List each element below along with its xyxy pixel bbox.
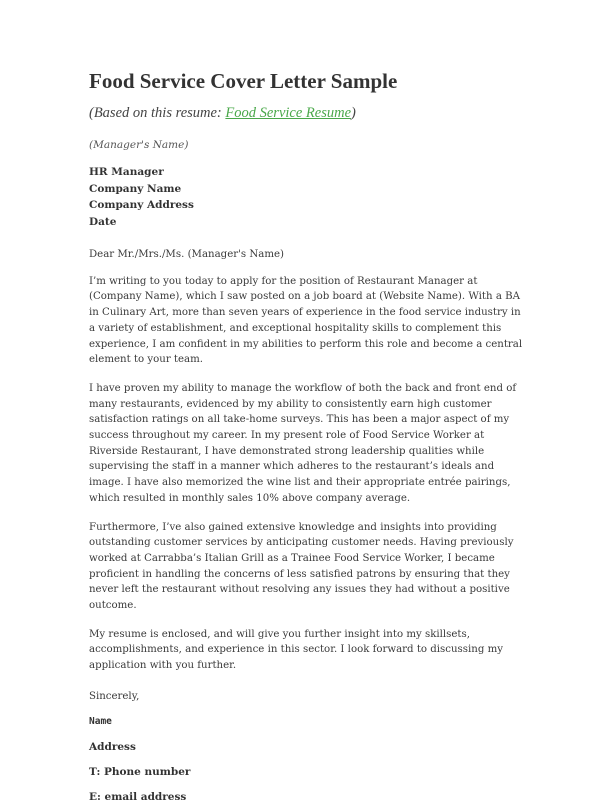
salutation: Dear Mr./Mrs./Ms. (Manager's Name) (89, 249, 285, 260)
paragraph-intro: I’m writing to you today to apply for the position of Restaurant Manager at (Company Name), which I saw posted on a job board at (Website Name). With a BA in Culinary Art, more than seven years of experience in the food service industry in a variety of establishment, and exceptional hospitality skills to complement this experience, I am confident in my abilities to perform this role and become a central element to your team. (89, 275, 523, 366)
signature-email: E: email address (89, 790, 187, 803)
paragraph-customer-service: Furthermore, I’ve also gained extensive knowledge and insights into providing outstanding customer services by anticipating customer needs. Having previously worked at Carrabba’s Italian Grill as a Trainee Food Service Worker, I became proficient in handling the concerns of less satisfied patrons by ensuring that they never left the restaurant without resolving any issues they had without a positive outcome. (89, 521, 514, 612)
paragraph-experience: I have proven my ability to manage the workflow of both the back and front end of many restaurants, evidenced by my ability to consistently earn high customer satisfaction ratings on all take-home surveys. This has been a major aspect of my success throughout my career. In my present role of Food Service Worker at Riverside Restaurant, I have demonstrated strong leadership qualities while supervising the staff in a manner which adheres to the restaurant’s ideals and image. I have also memorized the wine list and their appropriate entrée pairings, which resulted in monthly sales 10% above company average. (89, 382, 517, 504)
recipient-company-name: Company Name (89, 182, 182, 195)
recipient-date: Date (89, 215, 117, 228)
recipient-address-block (89, 164, 529, 230)
subtitle-suffix: ) (351, 105, 356, 121)
signature-address: Address (89, 740, 136, 753)
closing-sincerely: Sincerely, (89, 690, 140, 702)
food-service-resume-link[interactable]: Food Service Resume (225, 105, 352, 121)
resume-reference (89, 104, 529, 122)
recipient-company-address: Company Address (89, 199, 194, 211)
subtitle-prefix: (Based on this resume: (89, 105, 226, 121)
page-title: Food Service Cover Letter Sample (89, 69, 398, 93)
recipient-hr-manager: HR Manager (89, 166, 164, 178)
cover-letter-page (89, 68, 529, 805)
signature-phone: T: Phone number (89, 765, 191, 778)
signature-name: Name (89, 715, 112, 727)
managers-name: (Manager's Name) (89, 139, 189, 151)
paragraph-closing: My resume is enclosed, and will give you further insight into my skillsets, accomplishments, and experience in this sector. I look forward to discussing my application with you further. (89, 628, 504, 672)
